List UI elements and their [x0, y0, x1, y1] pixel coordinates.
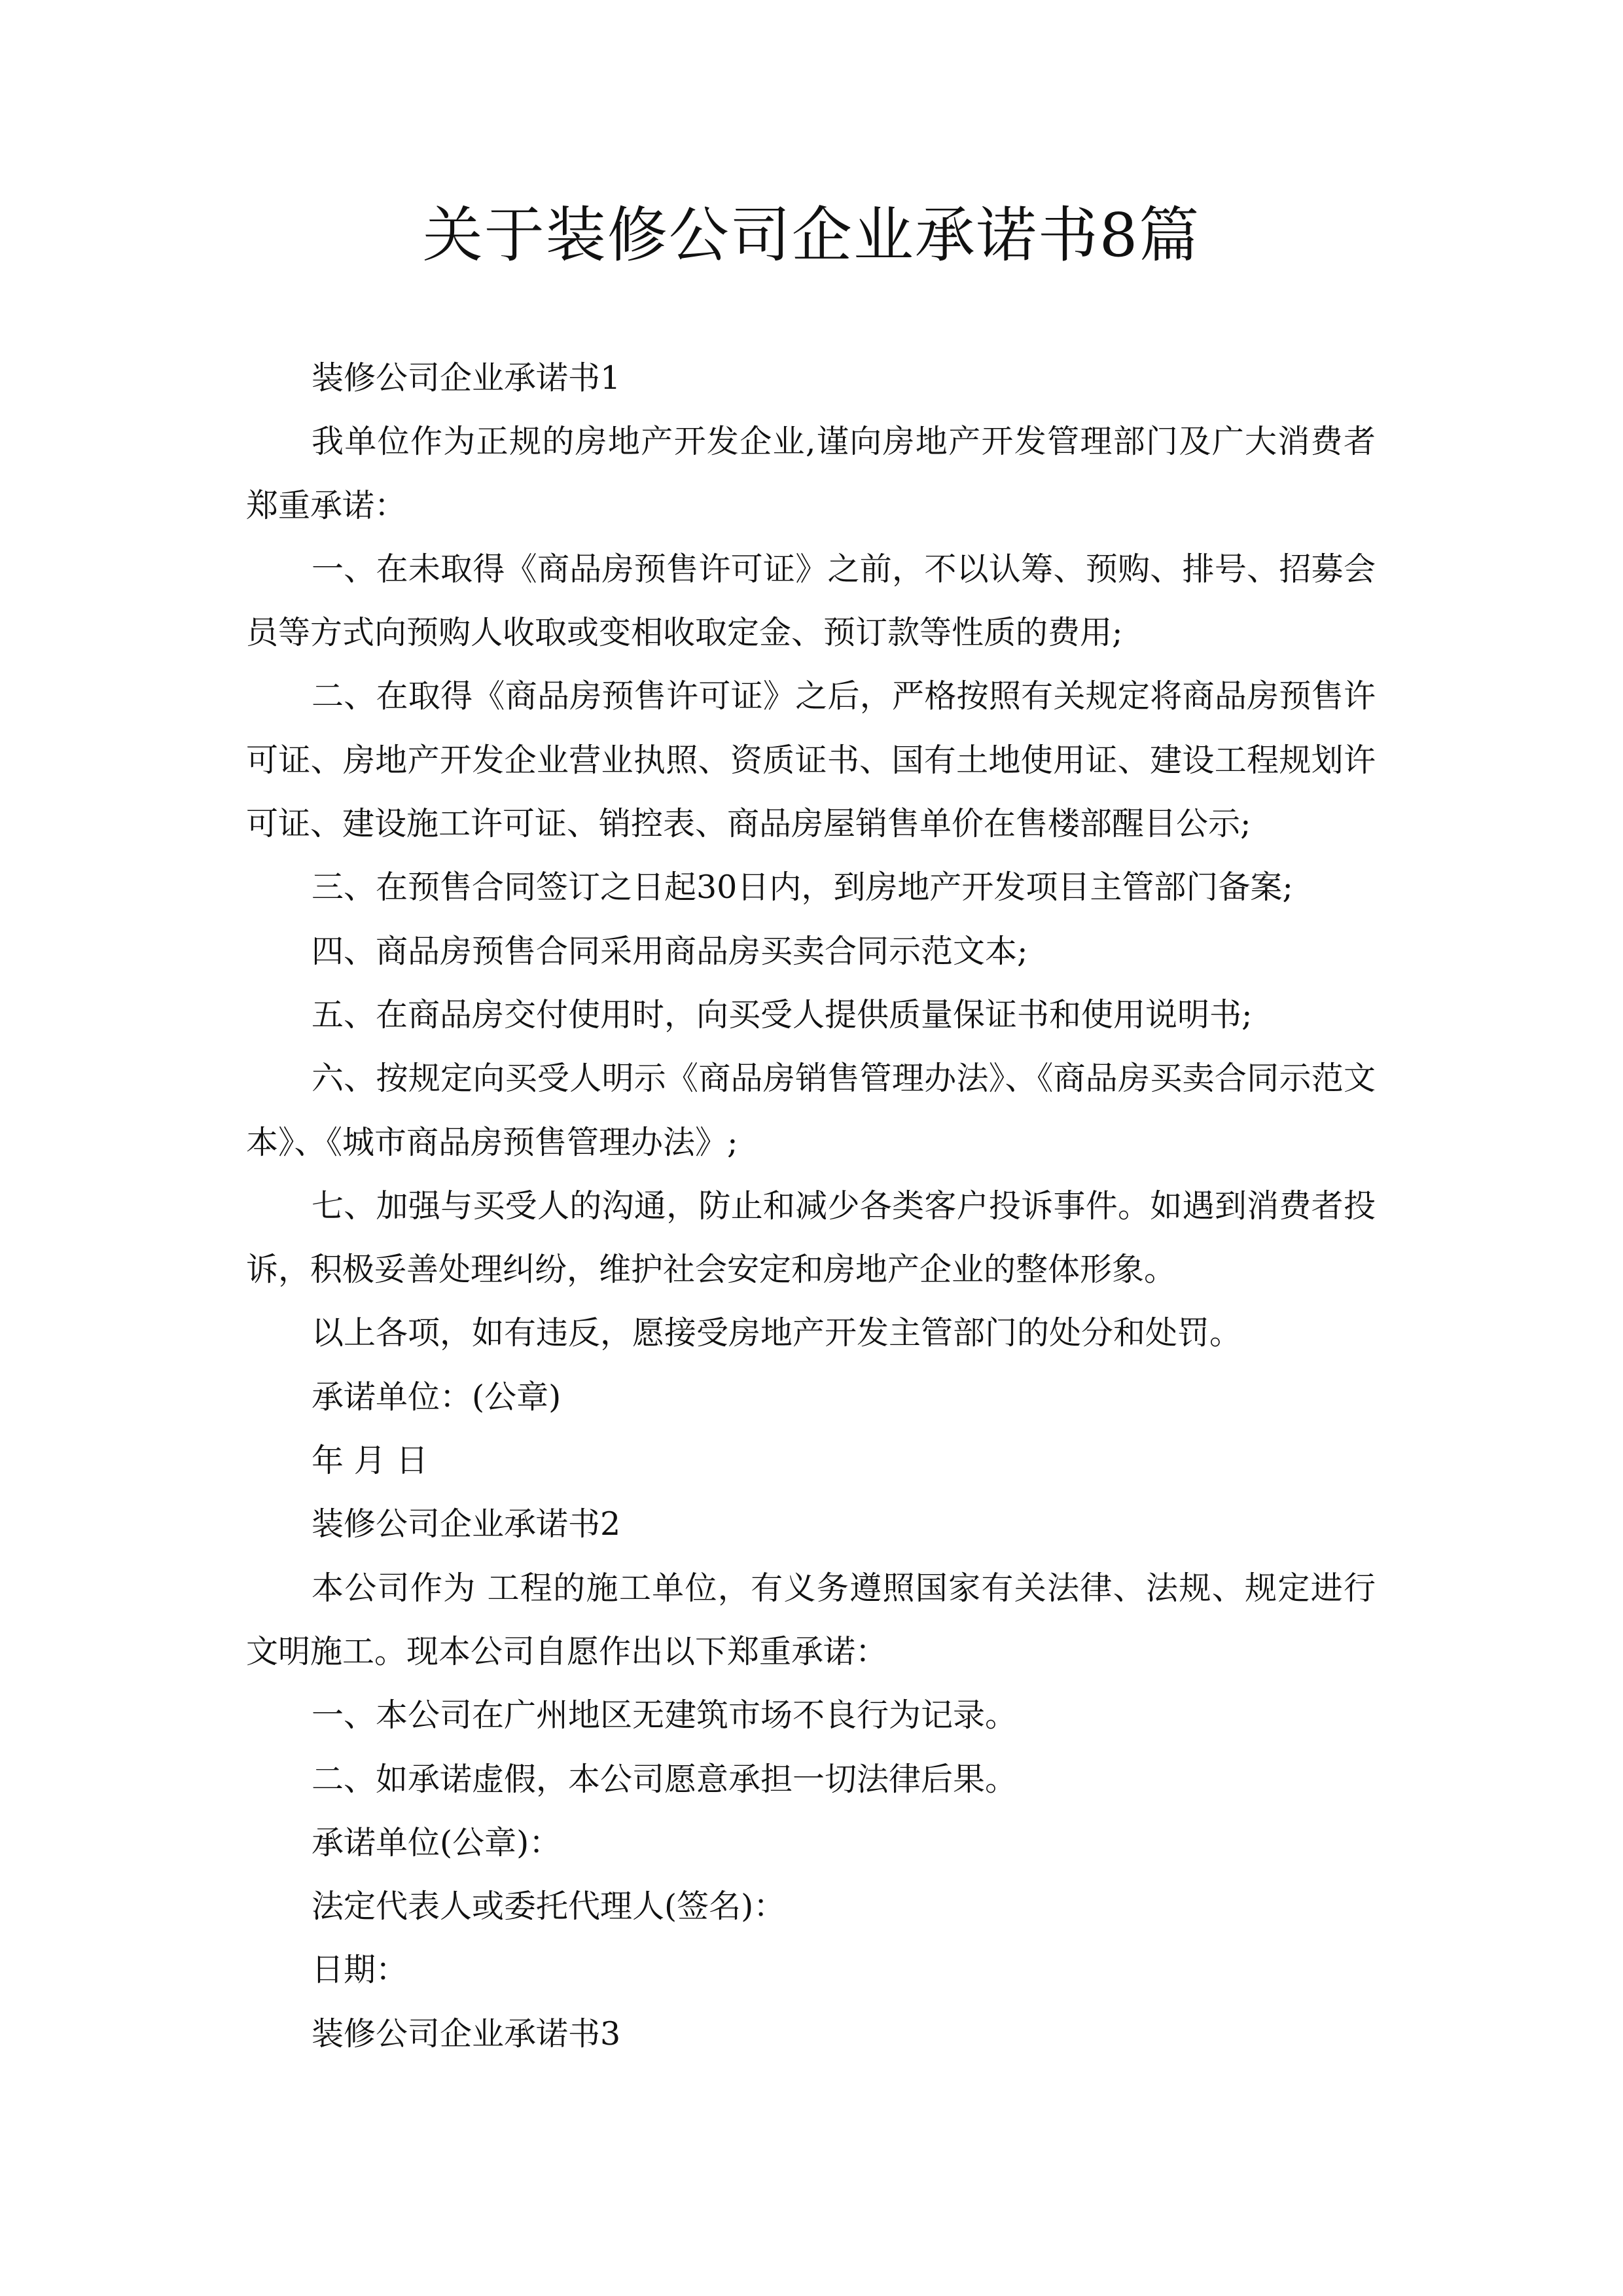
- paragraph: [246, 346, 1376, 410]
- document-title: 关于装修公司企业承诺书8篇: [422, 200, 1201, 270]
- paragraph: [246, 1556, 1376, 1684]
- paragraph: [246, 1748, 1376, 1811]
- paragraph-line: 七、加强与买受人的沟通，防止和减少各类客户投诉事件。如遇到消费者投: [312, 1187, 1376, 1225]
- paragraph-line: 可证、房地产开发企业营业执照、资质证书、国有土地使用证、建设工程规划许: [246, 741, 1376, 779]
- paragraph-line: 本》、《城市商品房预售管理办法》;: [246, 1123, 738, 1161]
- paragraph: [246, 537, 1376, 665]
- paragraph: [246, 410, 1376, 537]
- paragraph-line: 诉，积极妥善处理纠纷，维护社会安定和房地产企业的整体形象。: [246, 1251, 1177, 1289]
- paragraph: [246, 1047, 1376, 1174]
- paragraph: [246, 1174, 1376, 1302]
- paragraph-line: 装修公司企业承诺书3: [312, 2015, 621, 2053]
- paragraph-line: 可证、建设施工许可证、销控表、商品房屋销售单价在售楼部醒目公示;: [246, 805, 1251, 843]
- paragraph-line: 一、本公司在广州地区无建筑市场不良行为记录。: [312, 1696, 1018, 1734]
- paragraph-line: 年 月 日: [312, 1442, 429, 1480]
- paragraph-line: 我单位作为正规的房地产开发企业,谨向房地产开发管理部门及广大消费者: [312, 423, 1376, 461]
- paragraph: [246, 2002, 1376, 2066]
- paragraph-line: 装修公司企业承诺书2: [312, 1505, 621, 1543]
- paragraph: [246, 1365, 1376, 1429]
- paragraph-line: 二、如承诺虚假，本公司愿意承担一切法律后果。: [312, 1760, 1018, 1798]
- paragraph: [246, 920, 1376, 983]
- paragraph: [246, 1429, 1376, 1492]
- paragraph-line: 六、按规定向买受人明示《商品房销售管理办法》、《商品房买卖合同示范文: [312, 1060, 1376, 1098]
- paragraph-line: 日期：: [312, 1951, 408, 1989]
- paragraph: [246, 1811, 1376, 1874]
- paragraph-line: 二、在取得《商品房预售许可证》之后，严格按照有关规定将商品房预售许: [312, 677, 1376, 715]
- paragraph-line: 装修公司企业承诺书1: [312, 359, 621, 397]
- paragraph-line: 承诺单位(公章)：: [312, 1823, 562, 1861]
- paragraph: [246, 1492, 1376, 1556]
- paragraph: [246, 1938, 1376, 2001]
- paragraph-line: 以上各项，如有违反，愿接受房地产开发主管部门的处分和处罚。: [312, 1314, 1242, 1352]
- paragraph-line: 文明施工。现本公司自愿作出以下郑重承诺：: [246, 1632, 888, 1670]
- paragraph: [246, 1301, 1376, 1365]
- paragraph: [246, 855, 1376, 919]
- paragraph-line: 四、商品房预售合同采用商品房买卖合同示范文本;: [312, 932, 1028, 970]
- paragraph-line: 本公司作为 工程的施工单位，有义务遵照国家有关法律、法规、规定进行: [312, 1569, 1376, 1607]
- paragraph-line: 郑重承诺：: [246, 486, 407, 524]
- paragraph-line: 三、在预售合同签订之日起30日内，到房地产开发项目主管部门备案;: [312, 869, 1293, 906]
- document-body: [246, 346, 1376, 2066]
- paragraph: [246, 664, 1376, 855]
- paragraph: [246, 1683, 1376, 1747]
- paragraph-line: 五、在商品房交付使用时，向买受人提供质量保证书和使用说明书;: [312, 996, 1253, 1033]
- paragraph-line: 承诺单位：(公章): [312, 1378, 562, 1416]
- paragraph-line: 法定代表人或委托代理人(签名)：: [312, 1888, 786, 1926]
- paragraph-line: 一、在未取得《商品房预售许可证》之前，不以认筹、预购、排号、招募会: [312, 550, 1376, 588]
- paragraph: [246, 983, 1376, 1047]
- paragraph-line: 员等方式向预购人收取或变相收取定金、预订款等性质的费用;: [246, 614, 1123, 652]
- paragraph: [246, 1874, 1376, 1938]
